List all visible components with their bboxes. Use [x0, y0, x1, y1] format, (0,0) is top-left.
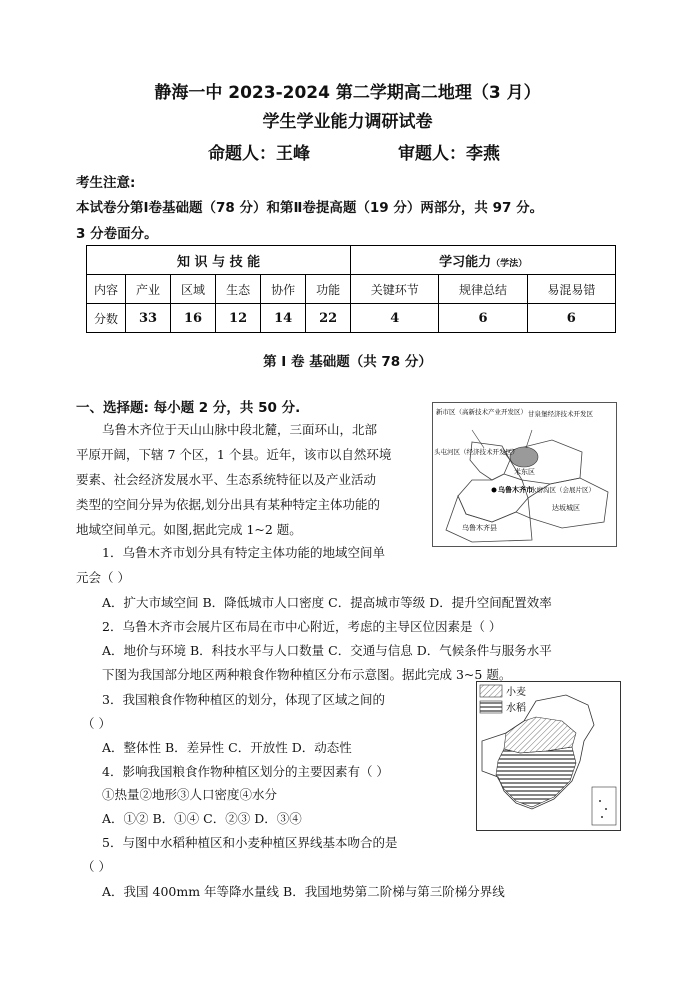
map1-label-dabancheng: 达坂城区: [552, 504, 580, 512]
table-cell-score: 14: [261, 304, 306, 333]
table-cell-score: 4: [351, 304, 439, 333]
table-group-knowledge: 知 识 与 技 能: [87, 246, 351, 275]
table-col-header: 产业: [126, 275, 171, 304]
author-label: 命题人：王峰: [208, 144, 310, 164]
exam-subtitle: 学生学业能力调研试卷: [262, 112, 433, 132]
table-col-header: 功能: [306, 275, 351, 304]
notice-line1: 本试卷分第Ⅰ卷基础题（78 分）和第Ⅱ卷提高题（19 分）两部分，共 97 分。: [76, 200, 544, 216]
question-2-options: A．地价与环境 B．科技水平与人口数量 C．交通与信息 D．气候条件与服务水平: [102, 643, 552, 658]
question-4: 4．影响我国粮食作物种植区划分的主要因素有（ ）: [102, 764, 389, 779]
question-1-line1: 1．乌鲁木齐市划分具有特定主体功能的地域空间单: [102, 545, 385, 560]
table-cell-score: 22: [306, 304, 351, 333]
score-table: [86, 245, 616, 333]
intro-2: 下图为我国部分地区两种粮食作物种植区分布示意图。据此完成 3~5 题。: [102, 667, 512, 682]
legend-rice-swatch: [480, 701, 502, 713]
china-crop-map: [476, 681, 621, 831]
table-cell-score: 6: [439, 304, 527, 333]
legend-wheat-label: 小麦: [506, 687, 526, 698]
table-cell-score: 16: [171, 304, 216, 333]
notice-line2: 3 分卷面分。: [76, 226, 158, 242]
map1-label-ganquanbao: 甘泉堡经济技术开发区: [528, 410, 593, 418]
question-5-line2: （ ）: [82, 859, 111, 874]
table-col-header: 规律总结: [439, 275, 527, 304]
urumqi-city-dot: [492, 488, 497, 493]
table-cell-score: 12: [216, 304, 261, 333]
question-5-options: A．我国 400mm 年等降水量线 B．我国地势第二阶梯与第三阶梯分界线: [102, 884, 505, 899]
question-4-items: ①热量②地形③人口密度④水分: [102, 787, 278, 802]
reviewer-label: 审题人：李燕: [398, 144, 500, 164]
table-col-header: 关键环节: [351, 275, 439, 304]
question-2: 2．乌鲁木齐市会展片区布局在市中心附近，考虑的主导区位因素是（ ）: [102, 619, 502, 634]
question-3-line1: 3．我国粮食作物种植区的划分，体现了区域之间的: [102, 692, 385, 707]
urumqi-map: [432, 402, 617, 547]
map1-label-xinshi: 新市区（高新技术产业开发区）: [436, 408, 527, 416]
question-1-line2: 元会（ ）: [76, 570, 130, 585]
question-1-options: A．扩大市域空间 B．降低城市人口密度 C．提高城市等级 D．提升空间配置效率: [102, 595, 552, 610]
question-3-line2: （ ）: [82, 716, 111, 731]
table-row-label-score: 分数: [87, 304, 126, 333]
legend-wheat-swatch: [480, 685, 502, 697]
section-title: 第 I 卷 基础题（共 78 分）: [263, 354, 432, 370]
table-group-ability: 学习能力（学法）: [351, 246, 616, 275]
map1-label-midong: 米东区: [514, 468, 535, 476]
map1-label-toutunhe: 头屯河区（经济技术开发区）: [434, 448, 519, 456]
question-5-line1: 5．与图中水稻种植区和小麦种植区界线基本吻合的是: [102, 835, 398, 850]
table-col-header: 区域: [171, 275, 216, 304]
part-heading: 一、选择题: 每小题 2 分，共 50 分.: [76, 400, 301, 416]
question-4-options: A．①② B．①④ C．②③ D．③④: [102, 811, 302, 826]
table-cell-score: 33: [126, 304, 171, 333]
south-sea-inset: [592, 787, 616, 825]
table-col-header: 协作: [261, 275, 306, 304]
map1-label-urumqi-county: 乌鲁木齐县: [462, 524, 497, 532]
notice-heading: 考生注意:: [76, 175, 136, 191]
map1-label-shuimogou: 水磨沟区（会展片区）: [530, 486, 595, 494]
intro-paragraph: 乌鲁木齐位于天山山脉中段北麓，三面环山，北部 平原开阔，下辖 7 个区，1 个县。近年，该市以自然环境 要素、社会经济发展水平、生态系统特征以及产业活动 类型的空间分异为依据,划分出具有某种特定主体功能的 地域空间单元。如图,据此完成 1~2 题。: [76, 422, 392, 537]
map1-label-urumqi: 乌鲁木齐市: [498, 486, 533, 494]
legend-rice-label: 水稻: [506, 703, 526, 714]
question-3-options: A．整体性 B．差异性 C．开放性 D．动态性: [102, 740, 352, 755]
table-col-header: 生态: [216, 275, 261, 304]
exam-title: 静海一中 2023-2024 第二学期高二地理（3 月）: [154, 83, 541, 103]
table-cell-score: 6: [527, 304, 615, 333]
table-col-header: 易混易错: [527, 275, 615, 304]
table-row-label-content: 内容: [87, 275, 126, 304]
